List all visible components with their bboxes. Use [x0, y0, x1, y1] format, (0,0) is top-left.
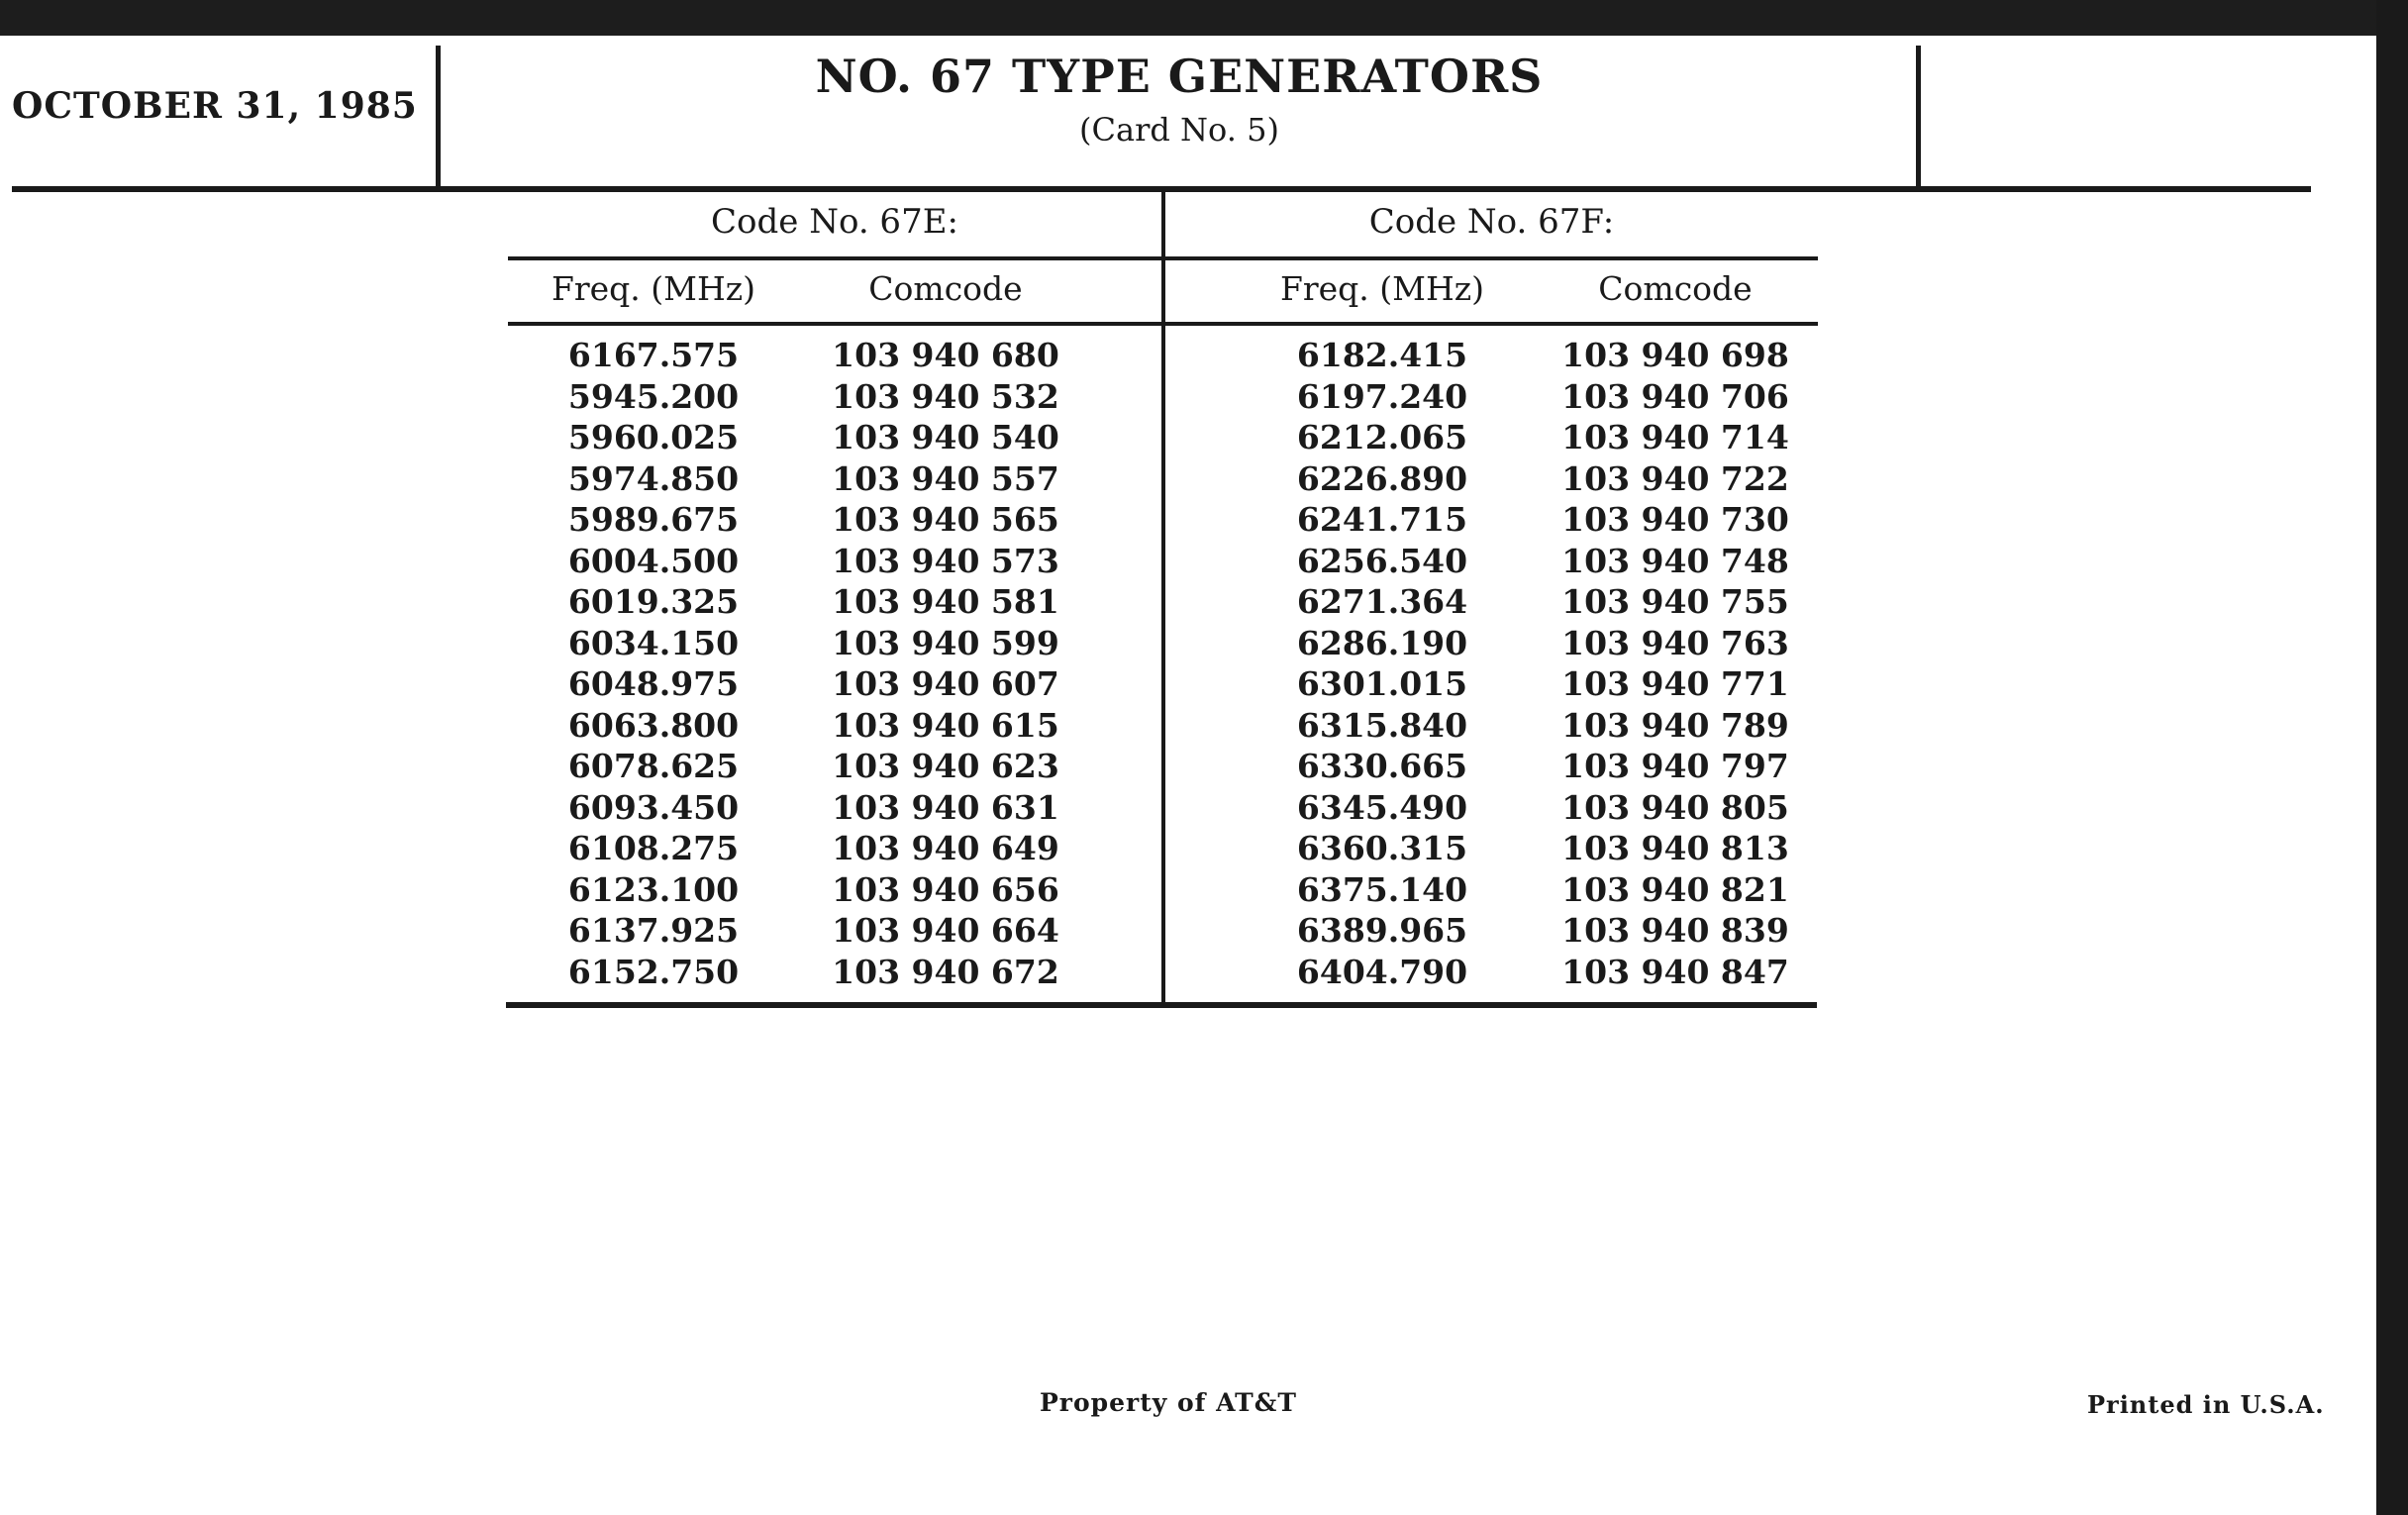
comcode-cell: 103 940 664 — [832, 911, 1059, 950]
table-row — [1165, 581, 1818, 623]
table-row — [1165, 869, 1818, 911]
comcode-cell: 103 940 680 — [832, 336, 1059, 374]
freq-header-67e: Freq. (MHz) — [551, 269, 755, 308]
comcode-cell: 103 940 532 — [832, 376, 1059, 416]
table-row — [1165, 663, 1818, 705]
scan-right-edge — [2376, 0, 2408, 1515]
comcode-header-67e: Comcode — [868, 269, 1023, 308]
table-row — [508, 499, 1161, 541]
table-row — [508, 623, 1161, 664]
comcode-cell: 103 940 813 — [1561, 829, 1789, 867]
comcode-cell: 103 940 771 — [1561, 664, 1789, 703]
frequency-cell: 5974.850 — [567, 458, 740, 498]
table-row — [508, 828, 1161, 869]
comcode-cell: 103 940 722 — [1561, 458, 1789, 498]
table-row — [508, 705, 1161, 747]
table-row — [1165, 541, 1818, 582]
table-row — [1165, 335, 1818, 376]
frequency-cell: 6404.790 — [1296, 952, 1468, 991]
comcode-cell: 103 940 672 — [832, 952, 1059, 991]
table-row — [508, 746, 1161, 787]
frequency-cell: 6315.840 — [1296, 705, 1468, 745]
comcode-cell: 103 940 581 — [832, 582, 1059, 621]
table-row — [508, 581, 1161, 623]
frequency-cell: 6004.500 — [567, 541, 740, 580]
comcode-cell: 103 940 805 — [1561, 787, 1789, 827]
code-heading-67f: Code No. 67F: — [1368, 202, 1615, 242]
frequency-cell: 6226.890 — [1296, 458, 1468, 498]
frequency-cell: 6286.190 — [1296, 623, 1468, 662]
frequency-cell: 6212.065 — [1296, 418, 1468, 456]
frequency-cell: 6093.450 — [567, 787, 740, 827]
comcode-cell: 103 940 540 — [832, 418, 1059, 456]
table-67f-rows — [1165, 335, 1818, 992]
table-row — [1165, 910, 1818, 952]
property-notice: Property of AT&T — [1040, 1388, 1297, 1417]
table-row — [1165, 746, 1818, 787]
table-row — [508, 787, 1161, 829]
scan-top-edge — [0, 0, 2408, 36]
table-row — [1165, 623, 1818, 664]
comcode-cell: 103 940 615 — [832, 705, 1059, 745]
comcode-cell: 103 940 698 — [1561, 336, 1789, 374]
comcode-cell: 103 940 821 — [1561, 869, 1789, 909]
comcode-cell: 103 940 839 — [1561, 911, 1789, 950]
comcode-cell: 103 940 607 — [832, 664, 1059, 703]
frequency-cell: 6271.364 — [1296, 582, 1468, 621]
frequency-cell: 6137.925 — [567, 911, 740, 950]
frequency-cell: 6078.625 — [567, 747, 740, 785]
frequency-cell: 6019.325 — [567, 582, 740, 621]
frequency-cell: 6123.100 — [567, 869, 740, 909]
comcode-cell: 103 940 789 — [1561, 705, 1789, 745]
comcode-cell: 103 940 763 — [1561, 623, 1789, 662]
comcode-cell: 103 940 565 — [832, 500, 1059, 539]
freq-header-67f: Freq. (MHz) — [1279, 269, 1484, 308]
frequency-cell: 6197.240 — [1296, 376, 1468, 416]
frequency-cell: 6152.750 — [567, 952, 740, 991]
table-code-rule — [508, 256, 1818, 260]
comcode-cell: 103 940 847 — [1561, 952, 1789, 991]
table-67e-rows — [508, 335, 1161, 992]
frequency-cell: 5945.200 — [567, 376, 740, 416]
table-bottom-rule — [506, 1002, 1817, 1008]
frequency-cell: 6034.150 — [567, 623, 740, 662]
comcode-cell: 103 940 631 — [832, 787, 1059, 827]
comcode-cell: 103 940 797 — [1561, 747, 1789, 785]
frequency-cell: 6167.575 — [567, 336, 740, 374]
comcode-cell: 103 940 748 — [1561, 541, 1789, 580]
comcode-cell: 103 940 599 — [832, 623, 1059, 662]
comcode-cell: 103 940 557 — [832, 458, 1059, 498]
frequency-cell: 6389.965 — [1296, 911, 1468, 950]
comcode-cell: 103 940 755 — [1561, 582, 1789, 621]
comcode-cell: 103 940 714 — [1561, 418, 1789, 456]
comcode-cell: 103 940 730 — [1561, 500, 1789, 539]
table-row — [508, 910, 1161, 952]
frequency-cell: 6048.975 — [567, 664, 740, 703]
table-row — [508, 541, 1161, 582]
comcode-cell: 103 940 649 — [832, 829, 1059, 867]
table-row — [1165, 787, 1818, 829]
comcode-cell: 103 940 706 — [1561, 376, 1789, 416]
frequency-cell: 6301.015 — [1296, 664, 1468, 703]
comcode-header-67f: Comcode — [1598, 269, 1753, 308]
frequency-cell: 6063.800 — [567, 705, 740, 745]
frequency-cell: 6108.275 — [567, 829, 740, 867]
table-row — [508, 417, 1161, 458]
table-row — [508, 376, 1161, 418]
comcode-cell: 103 940 656 — [832, 869, 1059, 909]
table-row — [508, 335, 1161, 376]
table-row — [1165, 952, 1818, 993]
printed-notice: Printed in U.S.A. — [2087, 1390, 2325, 1419]
frequency-cell: 6182.415 — [1296, 336, 1468, 374]
table-row — [508, 869, 1161, 911]
frequency-cell: 6330.665 — [1296, 747, 1468, 785]
table-row — [1165, 417, 1818, 458]
table-column-rule — [508, 322, 1818, 326]
table-row — [1165, 376, 1818, 418]
code-heading-67e: Code No. 67E: — [711, 202, 958, 242]
frequency-cell: 6345.490 — [1296, 787, 1468, 827]
table-row — [1165, 458, 1818, 500]
frequency-cell: 6241.715 — [1296, 500, 1468, 539]
frequency-cell: 5989.675 — [567, 500, 740, 539]
table-row — [1165, 828, 1818, 869]
table-row — [508, 458, 1161, 500]
comcode-cell: 103 940 573 — [832, 541, 1059, 580]
table-row — [1165, 499, 1818, 541]
card-date: OCTOBER 31, 1985 — [12, 85, 418, 127]
comcode-cell: 103 940 623 — [832, 747, 1059, 785]
card-number: (Card No. 5) — [1079, 111, 1279, 149]
table-row — [508, 952, 1161, 993]
frequency-cell: 6360.315 — [1296, 829, 1468, 867]
table-row — [1165, 705, 1818, 747]
page-title: NO. 67 TYPE GENERATORS — [815, 50, 1544, 103]
table-row — [508, 663, 1161, 705]
frequency-cell: 6375.140 — [1296, 869, 1468, 909]
frequency-cell: 6256.540 — [1296, 541, 1468, 580]
frequency-cell: 5960.025 — [567, 418, 740, 456]
